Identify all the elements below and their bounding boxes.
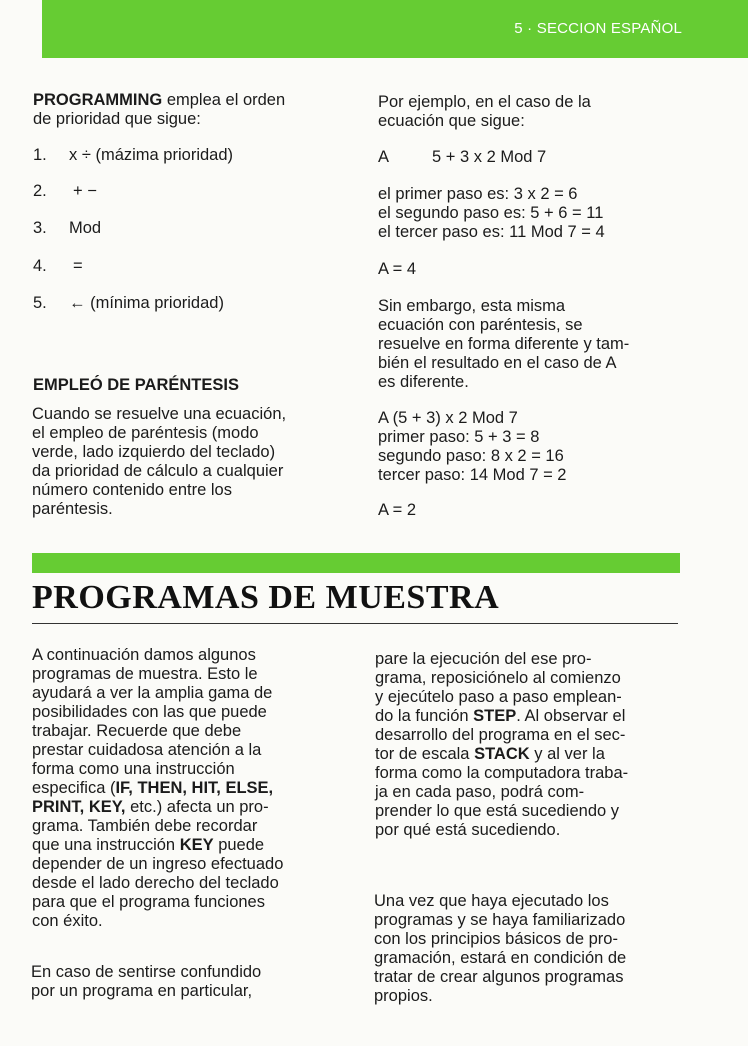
text-segment: para que el programa funciones xyxy=(32,893,265,911)
right-top-intro xyxy=(378,93,688,131)
keyword: STACK xyxy=(474,745,530,763)
text-line xyxy=(375,764,705,783)
text-segment: tor de escala xyxy=(375,745,475,763)
text-line xyxy=(32,855,362,874)
text-segment: etc.) afecta un pro- xyxy=(125,798,269,816)
right-bottom-paragraph-2 xyxy=(374,892,704,1006)
section-header-bar xyxy=(42,0,748,58)
text-line xyxy=(32,760,362,779)
keyword: PRINT, KEY, xyxy=(32,798,126,816)
text-segment: con éxito. xyxy=(32,912,103,930)
text-segment: programas de muestra. Esto le xyxy=(32,665,258,683)
text-line xyxy=(32,722,362,741)
text-line: por un programa en particular, xyxy=(31,982,253,1000)
text-line: da prioridad de cálculo a cualquier xyxy=(32,462,284,480)
text-segment: y ejecútelo paso a paso emplean- xyxy=(375,688,622,706)
result-text: A = 2 xyxy=(378,501,417,519)
text-line xyxy=(32,912,362,931)
text-segment: especifica ( xyxy=(32,779,116,797)
text-line xyxy=(375,650,705,669)
section-title: PROGRAMAS DE MUESTRA xyxy=(32,579,500,616)
result-text: A = 4 xyxy=(378,260,417,278)
text-line xyxy=(32,665,362,684)
list-item: 4. = xyxy=(33,257,83,275)
text-line: el primer paso es: 3 x 2 = 6 xyxy=(378,185,578,203)
programming-keyword: PROGRAMMING xyxy=(33,91,163,109)
text-line xyxy=(375,707,705,726)
intro-line-1 xyxy=(33,91,353,110)
text-line: En caso de sentirse confundido xyxy=(31,963,262,981)
text-line xyxy=(32,779,362,798)
text-line: gramación, estará en condición de xyxy=(374,949,627,967)
text-line: verde, lado izquierdo del teclado) xyxy=(32,443,276,461)
left-bottom-paragraph xyxy=(32,646,362,931)
equation-label: A xyxy=(378,148,390,166)
keyword: IF, THEN, HIT, ELSE, xyxy=(115,779,274,797)
text-line xyxy=(375,669,705,688)
text-line: el segundo paso es: 5 + 6 = 11 xyxy=(378,204,604,222)
text-line xyxy=(32,741,362,760)
keyword: KEY xyxy=(179,836,214,854)
text-segment: puede xyxy=(213,836,265,854)
text-segment: ja en cada paso, podrá com- xyxy=(375,783,585,801)
text-line xyxy=(375,821,705,840)
left-top-column xyxy=(33,91,353,129)
equation: 5 + 3 x 2 Mod 7 xyxy=(432,148,547,166)
right-bottom-paragraph xyxy=(375,650,705,840)
text-segment: ayudará a ver la amplia gama de xyxy=(32,684,273,702)
text-line xyxy=(32,874,362,893)
text-line xyxy=(32,836,362,855)
list-item: 2. + − xyxy=(33,182,97,200)
section-label: 5 · SECCION ESPAÑOL xyxy=(514,20,682,37)
text-line: Sin embargo, esta misma xyxy=(378,297,566,315)
text-line xyxy=(32,798,362,817)
subheading: EMPLEÓ DE PARÉNTESIS xyxy=(33,376,239,394)
text-line xyxy=(32,646,362,665)
left-bottom-paragraph-2 xyxy=(31,963,361,1001)
title-underline xyxy=(32,623,678,624)
text-segment: trabajar. Recuerde que debe xyxy=(32,722,242,740)
keyword: STEP xyxy=(473,707,517,725)
text-line: resuelve en forma diferente y tam- xyxy=(378,335,630,353)
text-segment: desarrollo del programa en el sec- xyxy=(375,726,626,744)
text-segment: grama. También debe recordar xyxy=(32,817,258,835)
parentheses-section xyxy=(33,376,353,395)
text-line xyxy=(375,726,705,745)
text-line: es diferente. xyxy=(378,373,469,391)
parentheses-paragraph xyxy=(32,405,357,519)
text-line: ecuación que sigue: xyxy=(378,112,525,130)
list-item: 3. Mod xyxy=(33,219,102,237)
text-line: el tercer paso es: 11 Mod 7 = 4 xyxy=(378,223,605,241)
text-segment: prender lo que está sucediendo y xyxy=(375,802,620,820)
text-segment: pare la ejecución del ese pro- xyxy=(375,650,592,668)
text-segment: forma como la computadora traba- xyxy=(375,764,629,782)
text-line xyxy=(32,893,362,912)
text-segment: y al ver la xyxy=(529,745,605,763)
text-line: Cuando se resuelve una ecuación, xyxy=(32,405,287,423)
text-segment: forma como una instrucción xyxy=(32,760,235,778)
text-line: Por ejemplo, en el caso de la xyxy=(378,93,591,111)
text-line: tratar de crear algunos programas xyxy=(374,968,624,986)
text-line: programas y se haya familiarizado xyxy=(374,911,626,929)
text-line xyxy=(375,783,705,802)
text-segment: por qué está sucediendo. xyxy=(375,821,561,839)
text-segment: do la función xyxy=(375,707,474,725)
text-line xyxy=(32,684,362,703)
list-item: 1. x ÷ (mázima prioridad) xyxy=(33,146,234,164)
steps-block xyxy=(378,185,698,242)
text-segment: . Al observar el xyxy=(516,707,626,725)
text-line xyxy=(375,745,705,764)
text-segment: que una instrucción xyxy=(32,836,180,854)
text-line: Una vez que haya ejecutado los xyxy=(374,892,609,910)
text-line: el empleo de paréntesis (modo xyxy=(32,424,259,442)
text-line: paréntesis. xyxy=(32,500,113,518)
text-line: primer paso: 5 + 3 = 8 xyxy=(378,428,540,446)
text-segment: A continuación damos algunos xyxy=(32,646,256,664)
text-segment: desde el lado derecho del teclado xyxy=(32,874,279,892)
right-paragraph xyxy=(378,297,698,392)
steps-block-2 xyxy=(378,409,698,485)
text-line xyxy=(375,802,705,821)
text-line xyxy=(375,688,705,707)
text-line: segundo paso: 8 x 2 = 16 xyxy=(378,447,564,465)
text-line: propios. xyxy=(374,987,433,1005)
text-line: número contenido entre los xyxy=(32,481,232,499)
text-segment: posibilidades con las que puede xyxy=(32,703,267,721)
intro-line-2: de prioridad que sigue: xyxy=(33,110,201,128)
result-1 xyxy=(378,260,688,279)
result-2 xyxy=(378,501,688,520)
text-segment: grama, reposiciónelo al comienzo xyxy=(375,669,621,687)
text-line xyxy=(32,703,362,722)
text-line: A (5 + 3) x 2 Mod 7 xyxy=(378,409,518,427)
text-segment: depender de un ingreso efectuado xyxy=(32,855,284,873)
section-divider-bar xyxy=(32,553,680,573)
text-line xyxy=(32,817,362,836)
text-line: bién el resultado en el caso de A xyxy=(378,354,617,372)
list-item: 5. ← (mínima prioridad) xyxy=(33,294,224,312)
intro-rest: emplea el orden xyxy=(162,91,286,109)
equation-line xyxy=(378,148,688,167)
text-line: ecuación con paréntesis, se xyxy=(378,316,583,334)
text-line: con los principios básicos de pro- xyxy=(374,930,618,948)
text-segment: prestar cuidadosa atención a la xyxy=(32,741,262,759)
text-line: tercer paso: 14 Mod 7 = 2 xyxy=(378,466,567,484)
